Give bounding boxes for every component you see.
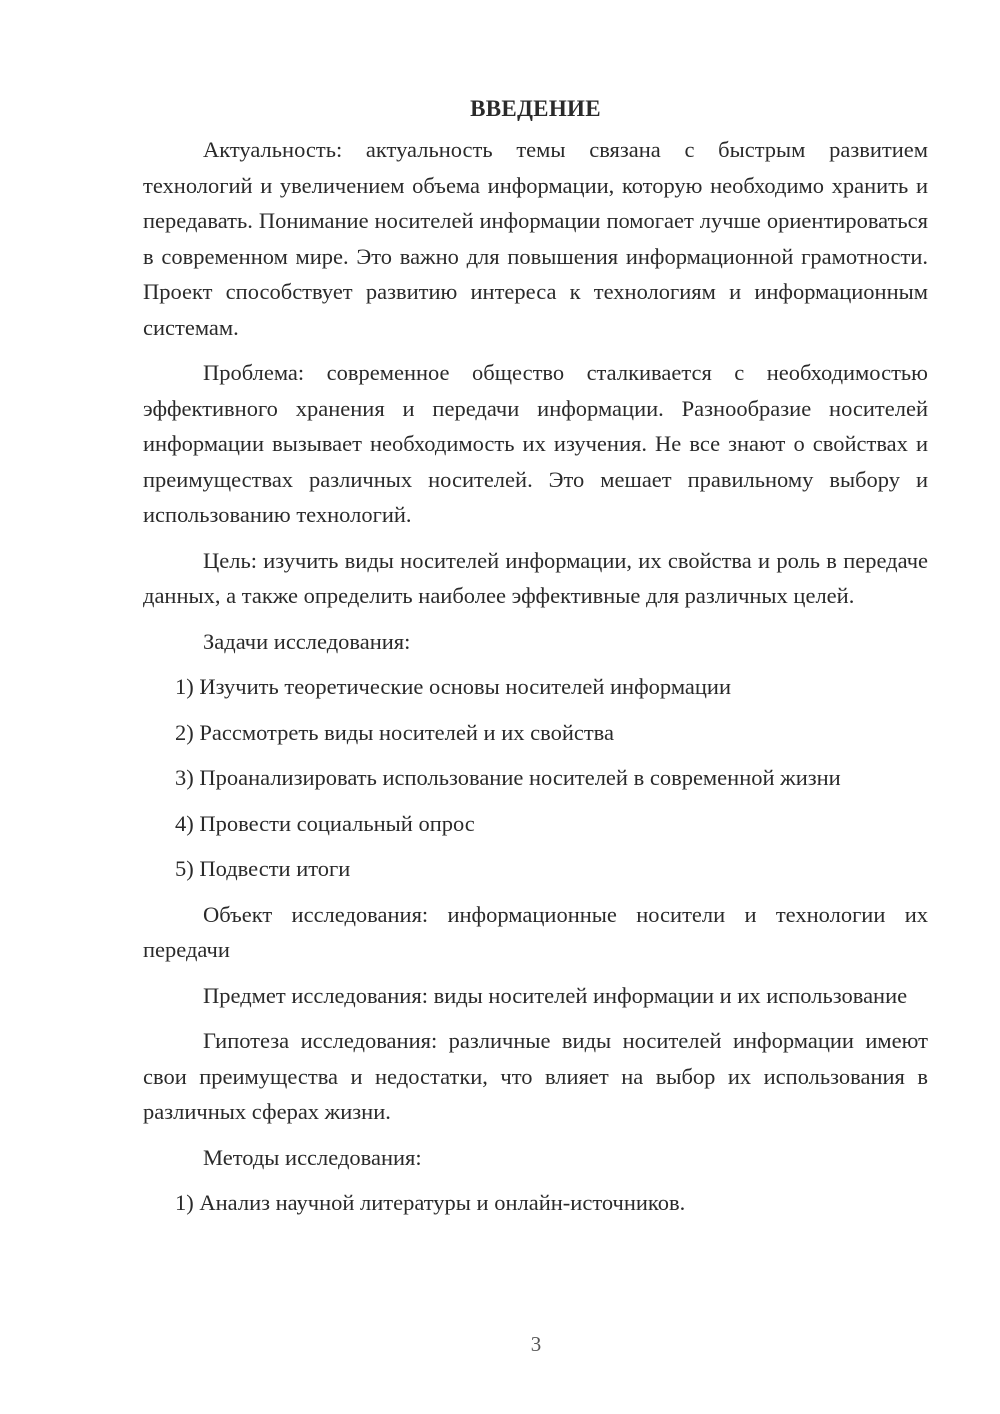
list-item: 5) Подвести итоги (175, 856, 351, 881)
problem-paragraph: Проблема: современное общество сталкивается с необходимостью эффективного хранения и передачи информации. Разнообразие носителей информации вызывает необходимость их изучения. Не все знают о свойствах и преимуществах различных носителей. Это мешает правильному выбору и использованию технологий. (143, 360, 928, 527)
tasks-heading: Задачи исследования: (203, 628, 411, 654)
list-item: 2) Рассмотреть виды носителей и их свойства (175, 719, 614, 745)
tasks-list (143, 669, 928, 887)
document-page (143, 92, 928, 1392)
hypothesis-paragraph: Гипотеза исследования: различные виды носителей информации имеют свои преимущества и недостатки, что влияет на выбор их использования в различных сферах жизни. (143, 1028, 928, 1124)
methods-heading: Методы исследования: (203, 1144, 422, 1170)
page-number: 3 (530, 1332, 542, 1356)
section-title: ВВЕДЕНИЕ (470, 96, 601, 121)
list-item: 1) Изучить теоретические основы носителей информации (175, 674, 732, 699)
relevance-paragraph: Актуальность: актуальность темы связана с быстрым развитием технологий и увеличением объема информации, которую необходимо хранить и передавать. Понимание носителей информации помогает лучше ориентироваться в современном мире. Это важно для повышения информационной грамотности. Проект способствует развитию интереса к технологиям и информационным системам. (143, 137, 928, 340)
goal-paragraph: Цель: изучить виды носителей информации, их свойства и роль в передаче данных, а также определить наиболее эффективные для различных целей. (143, 547, 928, 608)
list-item: 3) Проанализировать использование носителей в современной жизни (175, 765, 841, 790)
object-paragraph: Объект исследования: информационные носители и технологии их передачи (143, 901, 928, 962)
subject-paragraph: Предмет исследования: виды носителей информации и их использование (203, 982, 908, 1008)
list-item: 4) Провести социальный опрос (175, 810, 475, 836)
list-item: 1) Анализ научной литературы и онлайн-источников. (175, 1190, 686, 1215)
methods-list (143, 1185, 928, 1221)
